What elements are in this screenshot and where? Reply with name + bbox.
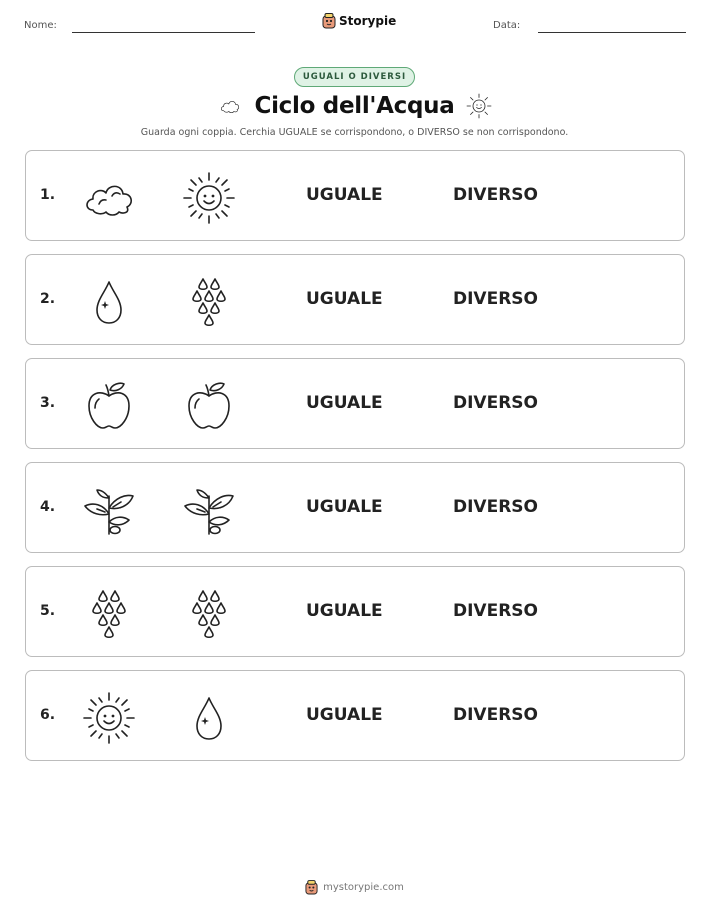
row-number: 5.: [40, 603, 56, 619]
different-option[interactable]: DIVERSO: [453, 705, 538, 725]
name-field-line[interactable]: [72, 32, 255, 33]
droplet-icon: [81, 274, 137, 330]
apple-icon: [81, 378, 137, 434]
same-option[interactable]: UGUALE: [306, 393, 383, 413]
storypie-mascot-icon: [305, 880, 318, 895]
exercise-list: [25, 150, 685, 774]
footer: [0, 880, 709, 895]
exercise-row: [25, 150, 685, 241]
exercise-row: [25, 254, 685, 345]
cloud-icon: [215, 95, 245, 117]
different-option[interactable]: DIVERSO: [453, 185, 538, 205]
same-option[interactable]: UGUALE: [306, 497, 383, 517]
row-number: 1.: [40, 187, 56, 203]
sun-icon: [181, 170, 237, 226]
sun-icon: [464, 92, 494, 120]
storypie-mascot-icon: [322, 13, 336, 29]
cloud-icon: [81, 170, 137, 226]
row-number: 3.: [40, 395, 56, 411]
footer-site: mystorypie.com: [323, 882, 404, 893]
rain-drops-icon: [181, 274, 237, 330]
row-number: 6.: [40, 707, 56, 723]
instructions: Guarda ogni coppia. Cerchia UGUALE se corrispondono, o DIVERSO se non corrispondono.: [140, 127, 569, 138]
different-option[interactable]: DIVERSO: [453, 393, 538, 413]
same-option[interactable]: UGUALE: [306, 185, 383, 205]
sun-icon: [81, 690, 137, 746]
row-number: 2.: [40, 291, 56, 307]
rain-drops-icon: [81, 586, 137, 642]
same-option[interactable]: UGUALE: [306, 601, 383, 621]
brand-name: Storypie: [339, 14, 397, 28]
brand-logo: [322, 13, 396, 29]
same-option[interactable]: UGUALE: [306, 705, 383, 725]
title-row: [0, 92, 709, 120]
page-title: Ciclo dell'Acqua: [254, 93, 455, 119]
apple-icon: [181, 378, 237, 434]
worksheet-type-badge: UGUALI O DIVERSI: [294, 67, 415, 87]
droplet-icon: [181, 690, 237, 746]
row-number: 4.: [40, 499, 56, 515]
sprout-icon: [181, 482, 237, 538]
different-option[interactable]: DIVERSO: [453, 601, 538, 621]
different-option[interactable]: DIVERSO: [453, 497, 538, 517]
sprout-icon: [81, 482, 137, 538]
different-option[interactable]: DIVERSO: [453, 289, 538, 309]
name-label: Nome:: [24, 20, 57, 31]
date-field-line[interactable]: [538, 32, 686, 33]
exercise-row: [25, 462, 685, 553]
exercise-row: [25, 566, 685, 657]
rain-drops-icon: [181, 586, 237, 642]
date-label: Data:: [493, 20, 521, 31]
exercise-row: [25, 358, 685, 449]
same-option[interactable]: UGUALE: [306, 289, 383, 309]
exercise-row: [25, 670, 685, 761]
